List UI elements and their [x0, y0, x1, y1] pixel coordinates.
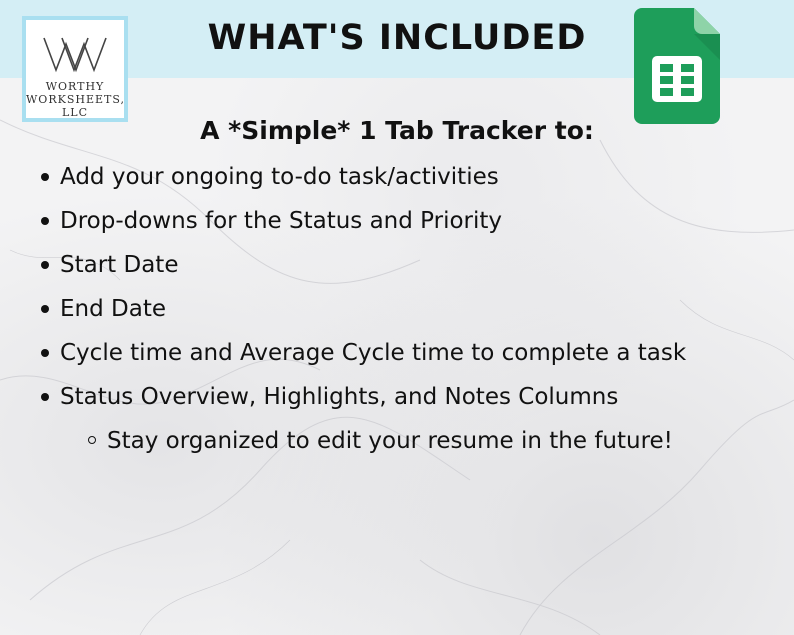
monogram-icon: [42, 34, 108, 74]
sub-list-item: Stay organized to edit your resume in the future!: [107, 419, 780, 463]
list-item: End Date: [60, 287, 780, 331]
list-item-with-sublist: [60, 375, 780, 463]
google-sheets-icon: [634, 8, 720, 124]
list-item: Start Date: [60, 243, 780, 287]
list-item: Cycle time and Average Cycle time to complete a task: [60, 331, 780, 375]
sub-list: [60, 419, 780, 463]
subtitle: A *Simple* 1 Tab Tracker to:: [200, 116, 594, 145]
feature-list: [60, 155, 780, 463]
logo-text-line2: WORKSHEETS,: [26, 93, 125, 106]
logo-text-line3: LLC: [61, 106, 89, 119]
company-logo: [22, 16, 128, 122]
list-item-label: Status Overview, Highlights, and Notes Columns: [60, 384, 619, 410]
list-item: Drop-downs for the Status and Priority: [60, 199, 780, 243]
page-title: WHAT'S INCLUDED: [207, 18, 587, 58]
logo-text-line1: WORTHY: [45, 80, 105, 93]
list-item: Add your ongoing to-do task/activities: [60, 155, 780, 199]
